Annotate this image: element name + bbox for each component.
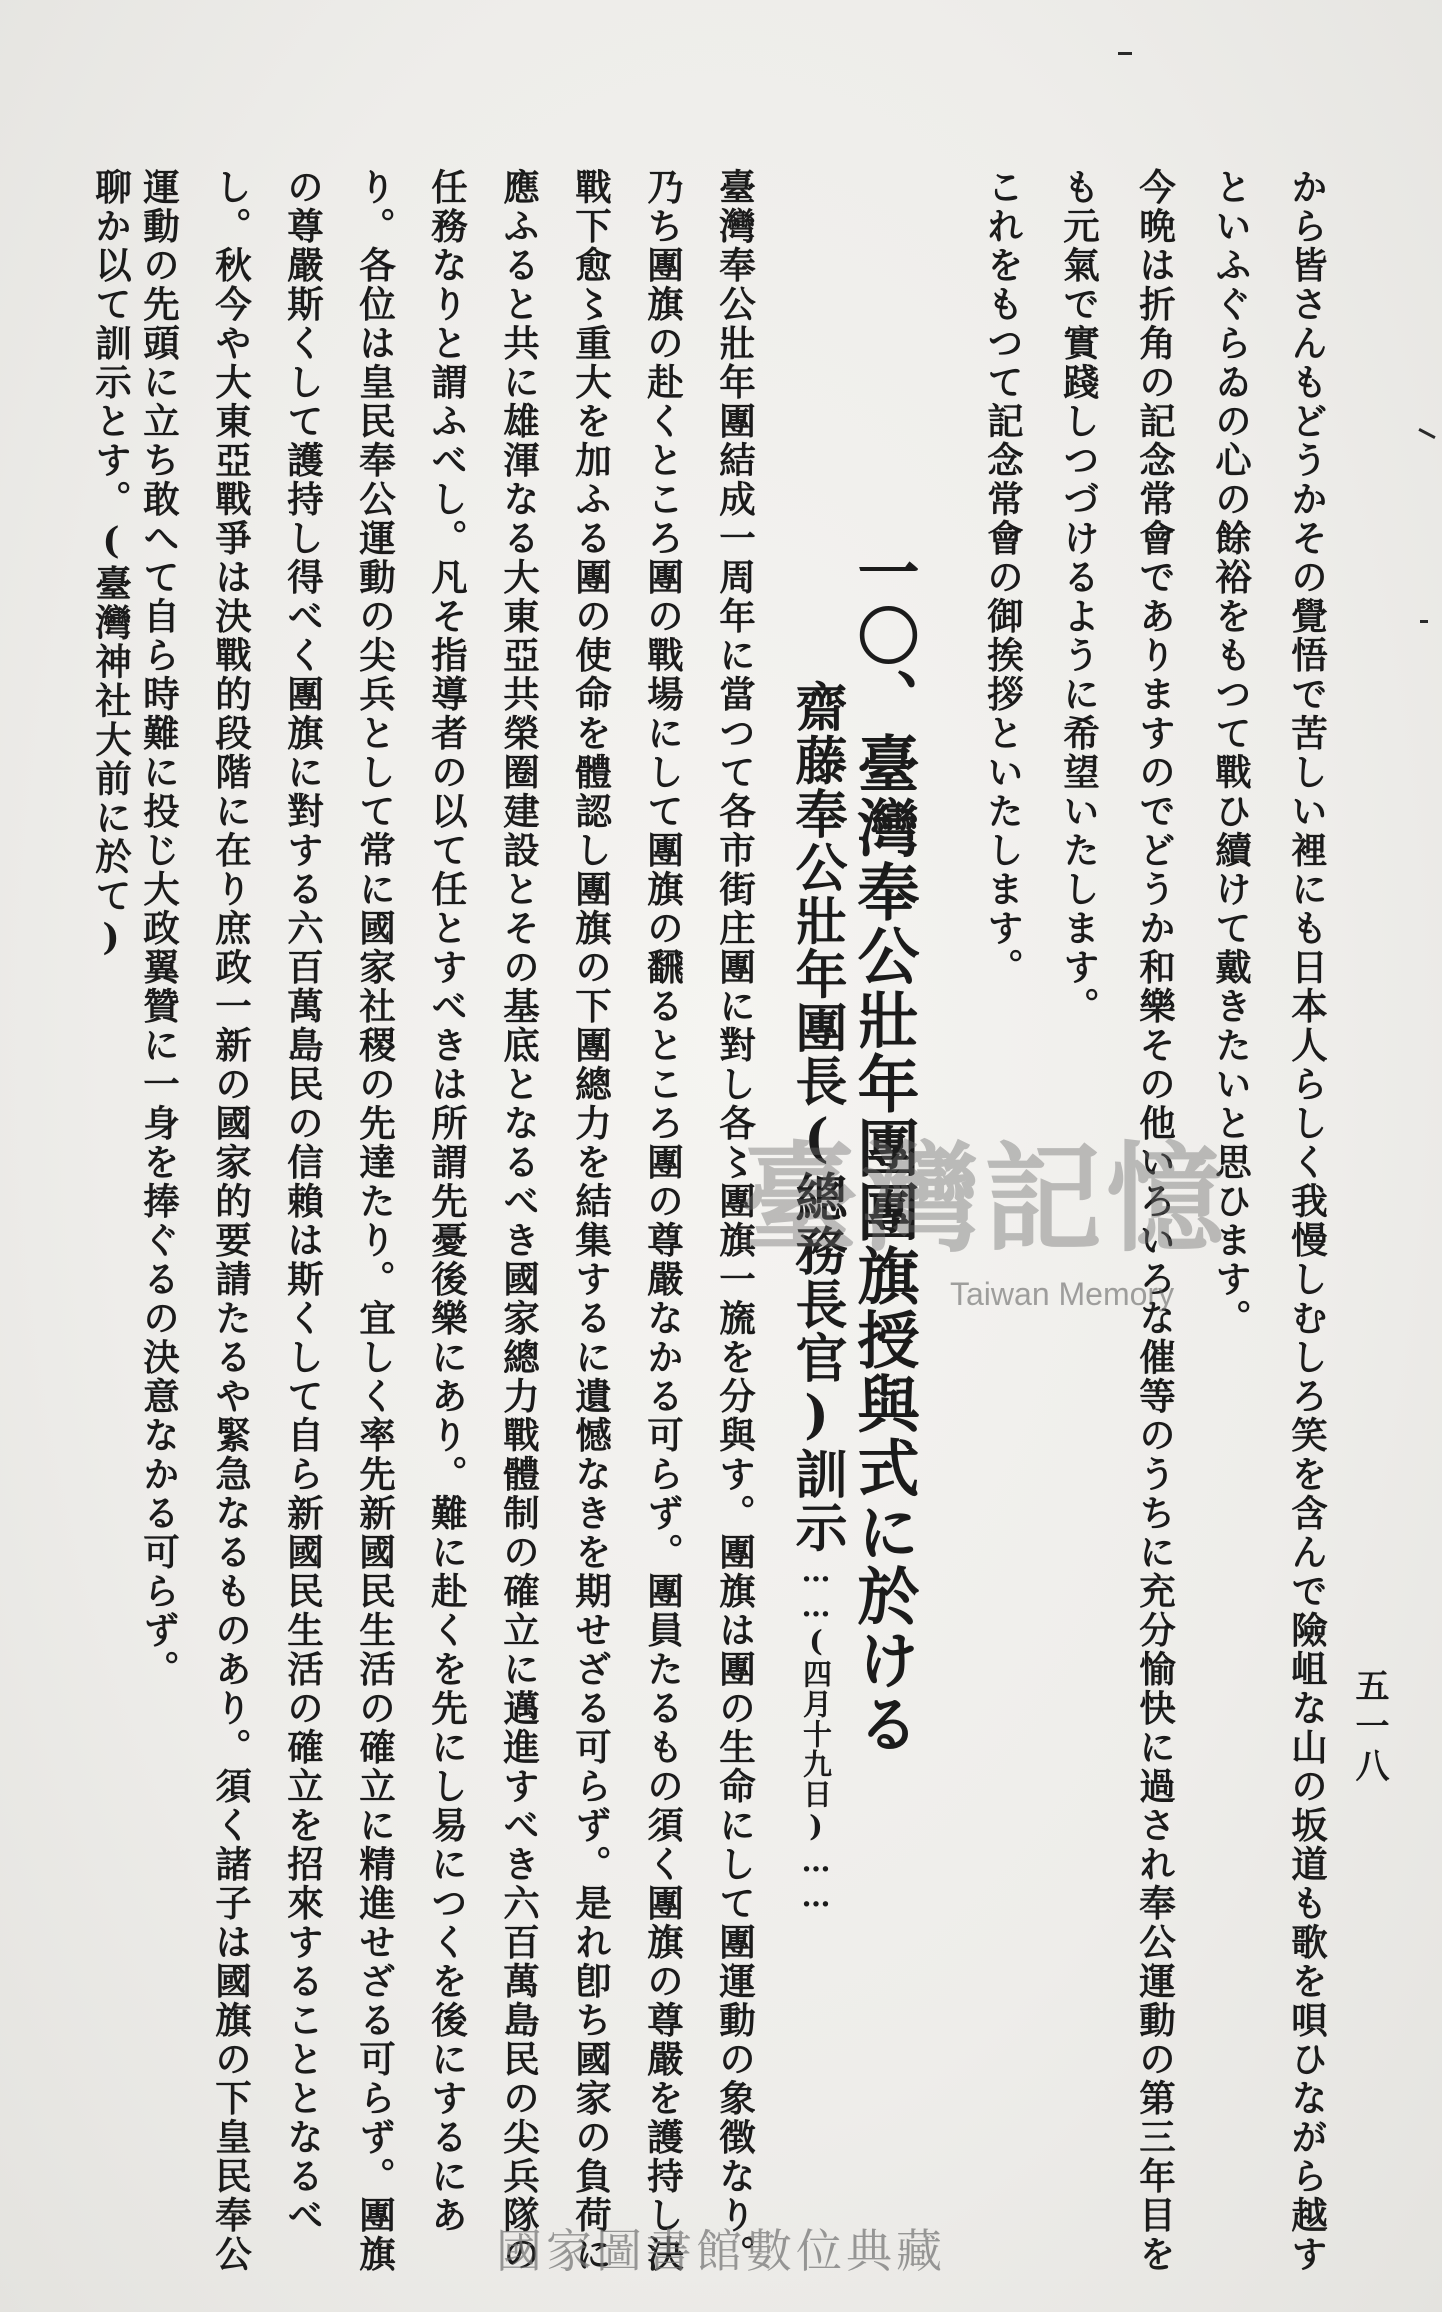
- previous-speech-line: から皆さんもどうかその覺悟で苦しい裡にも日本人らしく我慢しむしろ笑を含んで險岨な山の坂道も歌を唄ひながら越す: [1285, 168, 1329, 2274]
- section-title-speaker: 齋藤奉公壯年團長(總務長官)訓示: [786, 680, 847, 1554]
- section-title-line1: [847, 540, 920, 1756]
- previous-speech-line: といふぐらゐの心の餘裕をもつて戰ひ續けて戴きたいと思ひます。: [1209, 168, 1253, 1338]
- speech-line: 臺灣奉公壯年團結成一周年に當つて各市街庄團に對し各〻團旗一旒を分與す。團旗は團の生命にして團運動の象徴なり。: [713, 168, 757, 2274]
- speech-line: 戰下愈〻重大を加ふる團の使命を體認し團旗の下團總力を結集するに遺憾なきを期せざる可らず。是れ卽ち國家の負荷に: [569, 168, 613, 2274]
- scan-speck: [1420, 620, 1428, 623]
- previous-speech-line: も元氣で實踐しつづけるように希望いたします。: [1057, 168, 1101, 1026]
- speech-line: 任務なりと謂ふべし。凡そ指導者の以て任とすべきは所謂先憂後樂にあり。難に赴くを先にし易につくを後にするにあ: [425, 168, 469, 2235]
- speech-line: の尊嚴斯くして護持し得べく團旗に對する六百萬島民の信賴は斯くして自ら新國民生活の確立を招來することとなるべ: [281, 168, 325, 2235]
- previous-speech-line: これをもつて記念常會の御挨拶といたします。: [981, 168, 1025, 987]
- speech-line: し。秋今や大東亞戰爭は決戰的段階に在り庶政一新の國家的要請たるや緊急なるものあり。須く諸子は國旗の下皇民奉公: [209, 168, 253, 2274]
- speech-line: り。各位は皇民奉公運動の尖兵として常に國家社稷の先達たり。宜しく率先新國民生活の確立に精進せざる可らず。團旗: [353, 168, 397, 2274]
- section-number: 一〇、: [847, 540, 920, 732]
- page-number: 五一八: [1349, 1668, 1389, 1788]
- archive-footer: 國家圖書館數位典藏: [496, 2224, 946, 2278]
- speech-date: ……(四月十九日)……: [799, 1554, 833, 1914]
- scan-speck: [1118, 52, 1132, 55]
- section-title-line2: [786, 680, 847, 1914]
- watermark-logo-text: 臺灣記憶: [740, 1129, 1229, 1268]
- scan-speck: [1418, 428, 1435, 439]
- watermark-subtitle: Taiwan Memory: [950, 1276, 1175, 1312]
- speech-line: 運動の先頭に立ち敢へて自ら時難に投じ大政翼贊に一身を捧ぐるの決意なかる可らず。: [137, 168, 181, 1689]
- speech-line: 應ふると共に雄渾なる大東亞共榮圈建設とその基底となるべき國家總力戰體制の確立に邁進すべき六百萬島民の尖兵隊の: [497, 168, 541, 2274]
- speech-line: 聊か以て訓示とす。(臺灣神社大前に於て): [89, 168, 133, 961]
- previous-speech-line: 今晩は折角の記念常會でありますのでどうか和樂その他いろいろな催等のうちに充分愉快に過され奉公運動の第三年目を: [1133, 168, 1177, 2274]
- speech-line: 乃ち團旗の赴くところ團の戰場にして團旗の飜るところ團の尊嚴なかる可らず。團員たるもの須く團旗の尊嚴を護持し決: [641, 168, 685, 2274]
- section-title-text: 臺灣奉公壯年團團旗授與式に於ける: [847, 732, 920, 1756]
